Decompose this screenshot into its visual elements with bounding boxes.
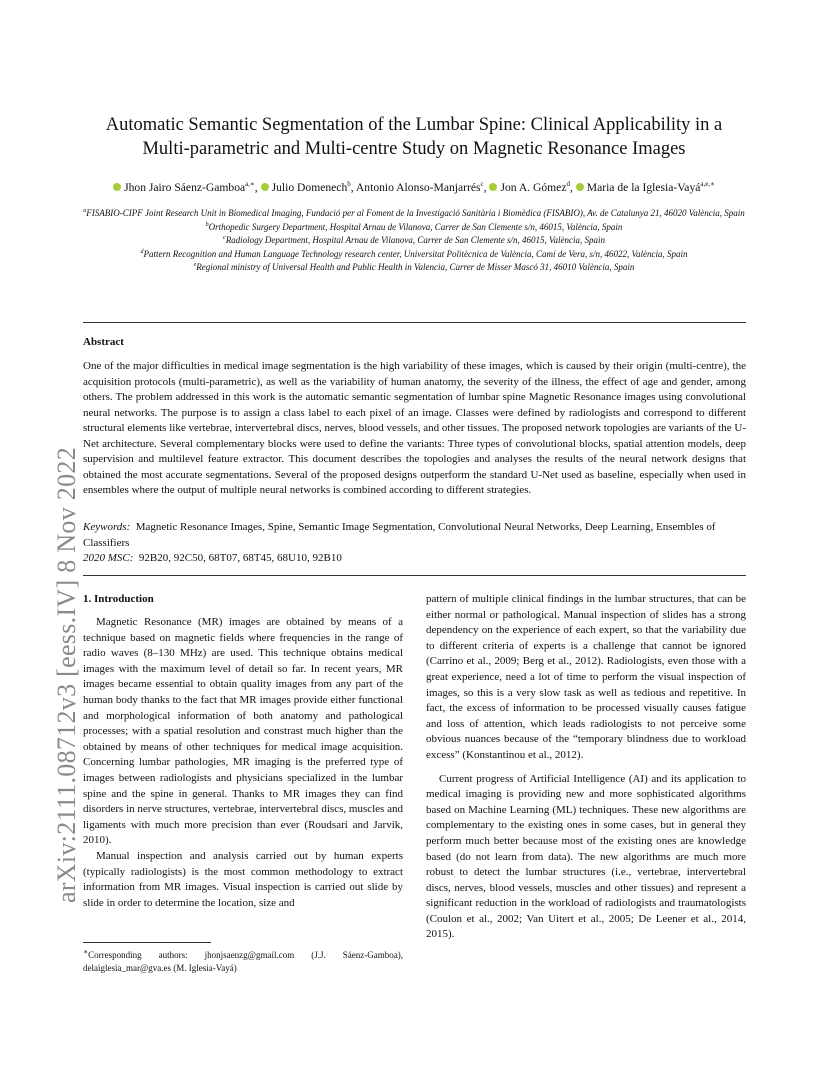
affiliation-mark: b xyxy=(205,221,209,228)
title-line-1: Automatic Semantic Segmentation of the Lumbar Spine: Clinical Applicability in a xyxy=(105,115,723,135)
affiliation-text: Regional ministry of Universal Health and Public Health in Valencia, Carrer de Misser Mascó 31, 46010 València, Spain xyxy=(196,262,635,273)
keywords-text: Magnetic Resonance Images, Spine, Semantic Image Segmentation, Convolutional Neural Networks, Deep Learning, Ensembles of Classifiers xyxy=(83,521,716,549)
affiliation xyxy=(80,260,748,274)
orcid-icon[interactable] xyxy=(261,183,269,191)
author-affil-mark: b xyxy=(347,180,351,188)
abstract-heading: Abstract xyxy=(83,336,124,348)
footnote xyxy=(83,946,403,974)
affiliation xyxy=(80,233,748,247)
intro-paragraph: Magnetic Resonance (MR) images are obtained by means of a technique based on magnetic fields where frequencies in the range of radio waves (8–130 MHz) are used. This technique obtains medical images with the maximum level of detail so far. In recent years, MR images became essential to obtain quality images from any part of the human body thanks to the fact that MR images provide either functional and morphological information of both anatomy and pathological processes; with a spatial resolution and constrast much higher than the obtained by means of other techniques for medical image acquisition. Concerning lumbar pathologies, MR imaging is the preferred type of images between radiologists and physicians specialized in the lumbar spine and the spine in general. Thanks to MR images they can find disorders in nerve structures, vertebrae, intervertebral discs, muscles and ligaments with much more precision than ever (Roudsari and Jarvik, 2010). xyxy=(83,616,403,847)
keywords-block xyxy=(83,520,746,567)
author-name: Jhon Jairo Sáenz-Gamboa xyxy=(124,180,246,194)
arxiv-stamp xyxy=(52,330,82,1020)
abstract-text: One of the major difficulties in medical image segmentation is the high variability of these images, which is caused by their origin (multi-centre), the acquisition protocols (multi-parametric), as well as the variability of human anatomy, the severity of the illness, the effect of age and gender, among others. The problem addressed in this work is the automatic semantic segmentation of lumbar spine Magnetic Resonance images using convolutional neural networks. The purpose is to assign a class label to each pixel of an image. Classes were defined by radiologists and correspond to different structural elements like vertebrae, intervertebral discs, nerves, blood vessels, and other tissues. The proposed network topologies are variants of the U-Net architecture. Several complementary blocks were used to define the variants: Three types of convolutional blocks, spatial attention models, deep supervision and multilevel feature extractor. This document describes the topologies and analyses the results of the neural network designs that obtained the most accurate segmentations. Several of the proposed designs outperform the standard U-Net used as baseline, especially when used in ensembles where the output of multiple neural networks is combined according to different strategies. xyxy=(83,360,746,496)
author-affil-mark: c xyxy=(480,180,484,188)
footnote-rule xyxy=(83,942,211,943)
affiliation-text: Radiology Department, Hospital Arnau de Vilanova, Carrer de San Clemente s/n, 46015, València, Spain xyxy=(225,235,605,246)
affiliation xyxy=(80,247,748,261)
author-affil-mark: a,∗ xyxy=(245,180,255,188)
intro-paragraph: pattern of multiple clinical findings in the lumbar structures, that can be either normal or pathological. Manual inspection of slides has a strong dependency on the experience of each expert, so that the variability due to different criteria of experts is a challenge that cannot be ignored (Carrino et al., 2009; Berg et al., 2012). Radiologists, even those with a great experience, need a lot of time to perform the visual inspection of images, so this is a very slow task as well as tedious and repetitive. In fact, the excess of information to be processed visually causes fatigue and loss of attention, which leads radiologists to not perceive some obvious nuances because of the “temporary blindness due to workload excess” (Konstantinou et al., 2012). xyxy=(426,593,746,761)
author-affil-mark: a,e,∗ xyxy=(700,180,715,188)
abstract-top-rule xyxy=(83,322,746,323)
author xyxy=(489,181,570,194)
keywords-line xyxy=(83,520,746,551)
affiliation-mark: e xyxy=(193,262,197,269)
intro-paragraph: Current progress of Artificial Intelligence (AI) and its application to medical imaging is providing new and more sophisticated algorithms based on Machine Learning (ML) techniques. These new algorithms are complementary to the existing ones in some cases, but in general they perform much better because most of the existing ones are knowledge based (do not learn from data). The new algorithms are much more robust to detect the lumbar structures (i.e., vertebrae, intervertebral discs, nerves, blood vessels, muscles and other tissues) and represent a significant reduction in the workload of radiologists and traumatologists (Coulon et al., 2002; Van Uitert et al., 2005; De Leener et al., 2014, 2015). xyxy=(426,772,746,941)
affiliation-mark: d xyxy=(140,248,144,255)
intro-paragraph: Manual inspection and analysis carried out by human experts (typically radiologists) is the most common methodology to extract information from MR images. Visual inspection is carried out slide by slide in order to determine the location, size and xyxy=(83,849,403,909)
msc-label: 2020 MSC: xyxy=(83,552,134,564)
affiliation-text: Orthopedic Surgery Department, Hospital Arnau de Vilanova, Carrer de San Clemente s/n, 46015, València, Spain xyxy=(208,221,623,232)
author-list: Jhon Jairo Sáenz-Gamboa$^{a,∗}$, Julio Domenech$^b$, Antonio Alonso-Manjarrés$^c$, Jon A. Gómez$^d$, Maria de la Iglesia-Vayá$^{a,e,∗}$ xyxy=(70,176,758,196)
affiliation-mark: a xyxy=(83,208,87,214)
affiliation xyxy=(80,206,748,220)
affiliation-list xyxy=(80,206,748,274)
section-heading-introduction: 1. Introduction xyxy=(83,593,154,605)
msc-text: 92B20, 92C50, 68T07, 68T45, 68U10, 92B10 xyxy=(138,552,342,564)
affiliation xyxy=(80,220,748,234)
author-affil-mark: d xyxy=(566,180,570,188)
keywords-label: Keywords: xyxy=(83,521,131,533)
left-column xyxy=(83,615,403,911)
msc-line xyxy=(83,551,746,567)
title-line-2: Multi-parametric and Multi-centre Study on Magnetic Resonance Images xyxy=(142,139,686,159)
author xyxy=(576,181,715,194)
paper-title xyxy=(90,113,738,161)
author-name: Antonio Alonso-Manjarrés xyxy=(355,180,481,194)
author xyxy=(113,181,255,194)
affiliation-text: FISABIO-CIPF Joint Research Unit in Biomedical Imaging, Fundació per al Foment de la Investigació Sanitària i Biomèdica (FISABIO), Av. de Catalunya 21, 46020 València, Spain xyxy=(86,208,745,218)
author-name: Jon A. Gómez xyxy=(500,180,567,194)
author-name: Julio Domenech xyxy=(271,180,348,194)
author-name: Maria de la Iglesia-Vayá xyxy=(586,180,701,194)
affiliation-text: Pattern Recognition and Human Language Technology research center, Universitat Politècnica de València, Camí de Vera, s/n, 46022, València, Spain xyxy=(143,248,688,259)
arxiv-stamp-text: arXiv:2111.08712v3 [eess.IV] 8 Nov 2022 xyxy=(52,446,81,904)
orcid-icon[interactable] xyxy=(576,183,584,191)
author xyxy=(261,181,351,194)
author xyxy=(356,181,484,194)
abstract-bottom-rule xyxy=(83,575,746,576)
footnote-mark: ∗ xyxy=(83,947,89,956)
affiliation-mark: c xyxy=(223,235,226,242)
orcid-icon[interactable] xyxy=(113,183,121,191)
right-column xyxy=(426,592,746,943)
footnote-text: Corresponding authors: jhonjsaenzg@gmail.com (J.J. Sáenz-Gamboa), delaiglesia_mar@gva.es (M. Iglesia-Vayá) xyxy=(83,950,403,973)
orcid-icon[interactable] xyxy=(489,183,497,191)
